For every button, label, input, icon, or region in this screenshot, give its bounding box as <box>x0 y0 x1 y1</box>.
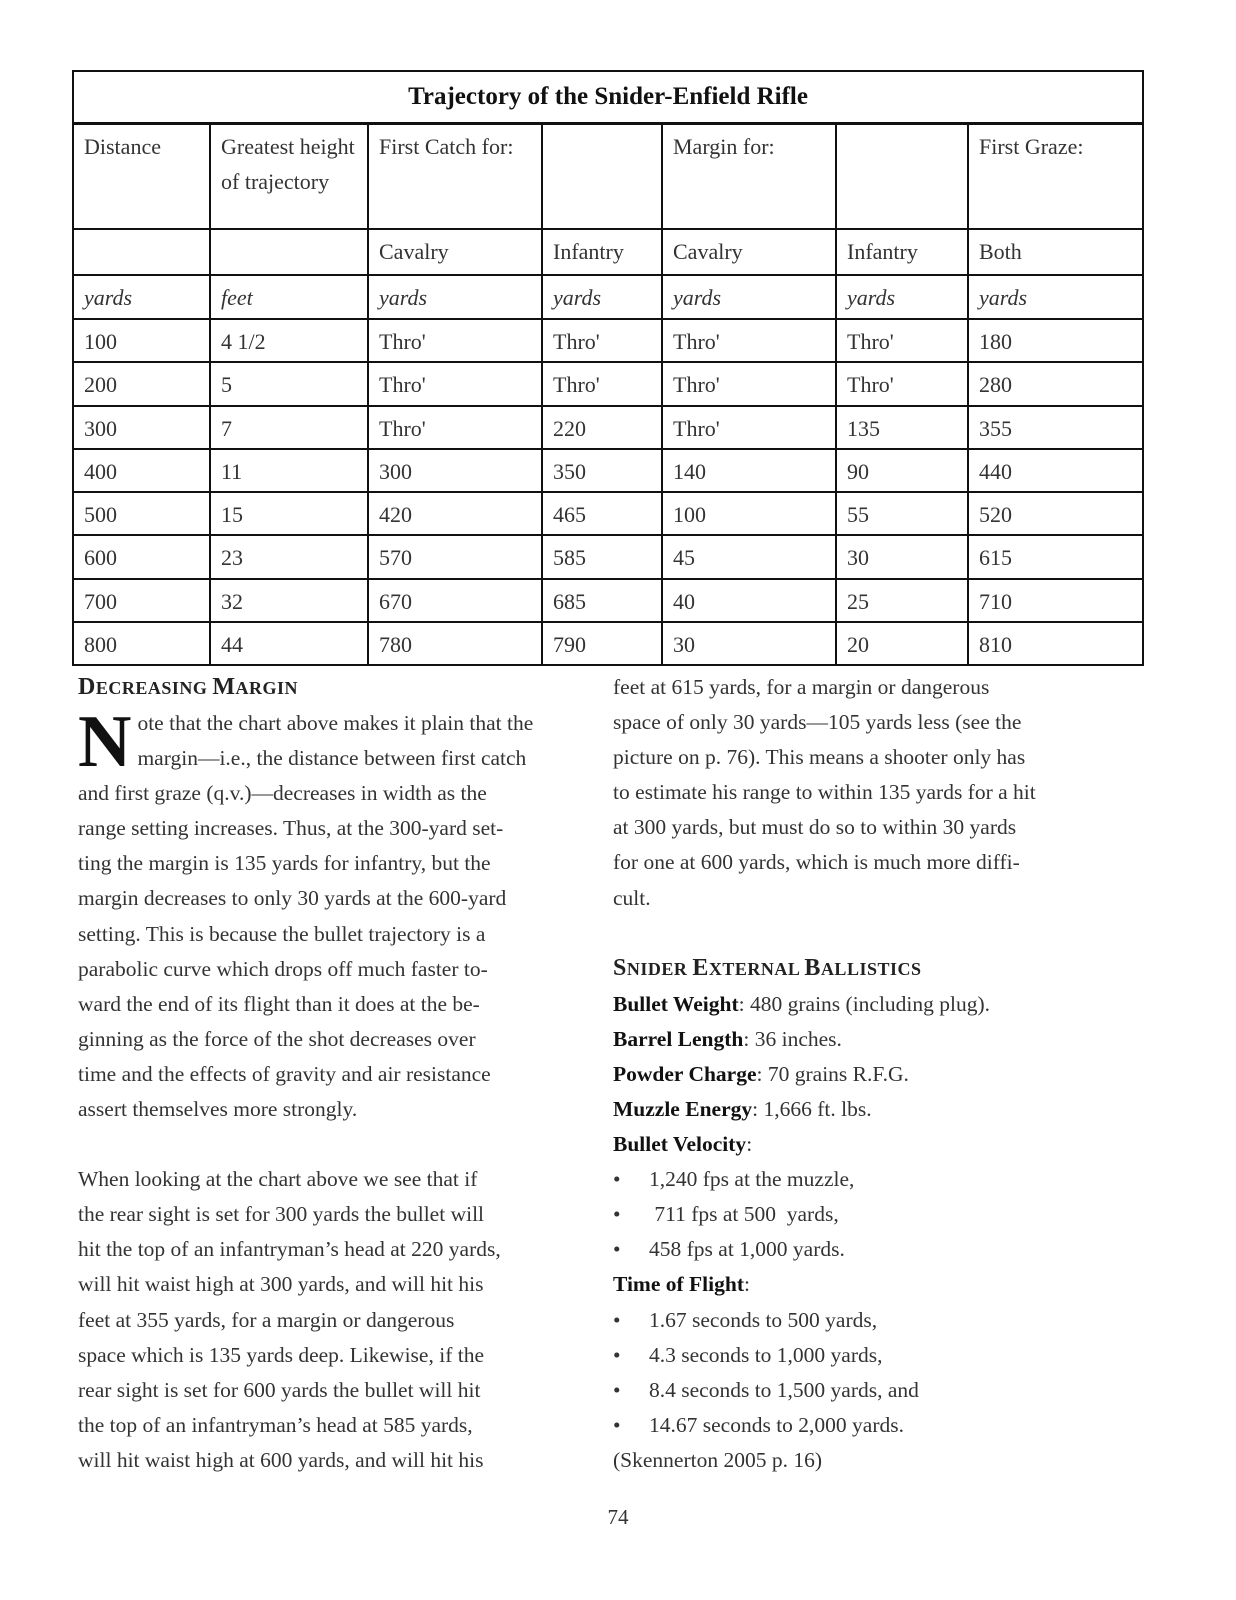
spec-label: Muzzle Energy <box>613 1096 753 1121</box>
text-line: space which is 135 yards deep. Likewise, if the <box>78 1342 484 1367</box>
paragraph-decreasing-margin <box>78 701 600 1127</box>
table-cell: 420 <box>368 492 542 535</box>
spec-line <box>613 987 1153 1022</box>
table-cell: yards <box>836 275 968 319</box>
spec-value: : 1,666 ft. lbs. <box>752 1096 872 1121</box>
table-cell: 790 <box>542 622 662 665</box>
bullet-item <box>613 1303 1153 1338</box>
section-heading-external-ballistics: SNIDER EXTERNAL BALLISTICS <box>613 954 922 981</box>
table-cell: 30 <box>836 535 968 578</box>
table-cell: 30 <box>662 622 836 665</box>
table-cell: 280 <box>968 362 1143 405</box>
table-cell: 350 <box>542 449 662 492</box>
table-cell: yards <box>73 275 210 319</box>
text-line: parabolic curve which drops off much faster to- <box>78 956 488 981</box>
spec-line <box>613 1022 1153 1057</box>
text-line: ward the end of its flight than it does at the be- <box>78 991 480 1016</box>
table-cell: Thro' <box>836 362 968 405</box>
table-cell: 780 <box>368 622 542 665</box>
table-header-row <box>73 123 1143 229</box>
page-number: 74 <box>607 1505 629 1529</box>
table-cell: 5 <box>210 362 368 405</box>
text-line: margin decreases to only 30 yards at the 600-yard <box>78 886 507 911</box>
bullet-item <box>613 1408 1153 1443</box>
velocity-heading: Bullet Velocity: <box>613 1132 753 1157</box>
bullet-icon: • <box>613 1202 621 1227</box>
table-row <box>73 319 1143 362</box>
table-cell: Both <box>968 229 1143 275</box>
table-cell: 44 <box>210 622 368 665</box>
table-cell: 100 <box>662 492 836 535</box>
bullet-item <box>613 1162 1153 1197</box>
table-cell: Thro' <box>662 406 836 449</box>
trajectory-table <box>72 70 1144 666</box>
table-cell: 355 <box>968 406 1143 449</box>
text-line: range setting increases. Thus, at the 300-yard set- <box>78 816 504 841</box>
table-cell: 570 <box>368 535 542 578</box>
text-line: and first graze (q.v.)—decreases in width as the <box>78 781 487 806</box>
table-cell: 465 <box>542 492 662 535</box>
bullet-item <box>613 1197 1153 1232</box>
table-cell: 23 <box>210 535 368 578</box>
table-cell: 11 <box>210 449 368 492</box>
bullet-text: 1,240 fps at the muzzle, <box>649 1167 855 1192</box>
table-cell: Thro' <box>542 319 662 362</box>
table-cell: Cavalry <box>368 229 542 275</box>
text-line: margin—i.e., the distance between first catch <box>137 746 527 771</box>
bullet-item <box>613 1373 1153 1408</box>
table-cell: 15 <box>210 492 368 535</box>
text-line: the top of an infantryman’s head at 585 yards, <box>78 1412 473 1437</box>
table-cell: 100 <box>73 319 210 362</box>
table-cell: 400 <box>73 449 210 492</box>
text-line: will hit waist high at 600 yards, and will hit his <box>78 1447 484 1472</box>
table-cell <box>542 123 662 229</box>
table-cell: Thro' <box>368 406 542 449</box>
text-line: assert themselves more strongly. <box>78 1097 358 1122</box>
bullet-icon: • <box>613 1412 621 1437</box>
table-cell: Thro' <box>368 362 542 405</box>
table-cell: Infantry <box>542 229 662 275</box>
table-cell: 810 <box>968 622 1143 665</box>
left-column <box>78 670 600 1478</box>
text-line: ting the margin is 135 yards for infantry, but the <box>78 851 491 876</box>
table-cell: 300 <box>368 449 542 492</box>
ballistics-specs <box>613 987 1153 1127</box>
bullet-item <box>613 1232 1153 1267</box>
bullet-icon: • <box>613 1377 621 1402</box>
bullet-text: 4.3 seconds to 1,000 yards, <box>649 1342 883 1367</box>
table-cell: 32 <box>210 579 368 622</box>
spec-value: : 36 inches. <box>743 1026 842 1051</box>
table-cell: Greatest height of trajectory <box>210 123 368 229</box>
table-cell: 585 <box>542 535 662 578</box>
table-cell: First Catch for: <box>368 123 542 229</box>
text-line: for one at 600 yards, which is much more diffi- <box>613 850 1020 875</box>
table-cell: 135 <box>836 406 968 449</box>
bullet-text: 8.4 seconds to 1,500 yards, and <box>649 1377 919 1402</box>
spec-line <box>613 1057 1153 1092</box>
table-cell: Thro' <box>662 362 836 405</box>
table-cell: Margin for: <box>662 123 836 229</box>
text-line: will hit waist high at 300 yards, and will hit his <box>78 1272 484 1297</box>
table-subheader-row <box>73 229 1143 275</box>
drop-cap: N <box>78 701 132 783</box>
table-cell: 700 <box>73 579 210 622</box>
bullet-item <box>613 1338 1153 1373</box>
bullet-text: 711 fps at 500 yards, <box>649 1202 839 1227</box>
table-cell: Infantry <box>836 229 968 275</box>
table-cell: 55 <box>836 492 968 535</box>
table-units-row <box>73 275 1143 319</box>
table-cell: Thro' <box>368 319 542 362</box>
bullet-text: 458 fps at 1,000 yards. <box>649 1237 845 1262</box>
table-cell: 25 <box>836 579 968 622</box>
flight-heading: Time of Flight: <box>613 1272 750 1297</box>
table-cell: 520 <box>968 492 1143 535</box>
text-line: ote that the chart above makes it plain that the <box>137 711 534 735</box>
text-line: the rear sight is set for 300 yards the bullet will <box>78 1202 485 1227</box>
table-cell: 800 <box>73 622 210 665</box>
table-cell: Thro' <box>542 362 662 405</box>
table-cell: feet <box>210 275 368 319</box>
text-line: picture on p. 76). This means a shooter only has <box>613 745 1026 770</box>
bullet-text: 1.67 seconds to 500 yards, <box>649 1307 878 1332</box>
bullet-icon: • <box>613 1342 621 1367</box>
text-line: When looking at the chart above we see that if <box>78 1167 478 1192</box>
table-cell <box>73 229 210 275</box>
paragraph-chart-explanation <box>78 1162 600 1478</box>
text-line: hit the top of an infantryman’s head at 220 yards, <box>78 1237 501 1262</box>
spec-label: Barrel Length <box>613 1026 744 1051</box>
bullet-icon: • <box>613 1237 621 1262</box>
table-cell: Cavalry <box>662 229 836 275</box>
table-cell: Distance <box>73 123 210 229</box>
bullet-text: 14.67 seconds to 2,000 yards. <box>649 1412 904 1437</box>
text-line: at 300 yards, but must do so to within 30 yards <box>613 815 1017 840</box>
table-cell: Thro' <box>662 319 836 362</box>
spec-label: Powder Charge <box>613 1061 757 1086</box>
table-row <box>73 579 1143 622</box>
velocity-list <box>613 1162 1153 1267</box>
text-line: rear sight is set for 600 yards the bullet will hit <box>78 1377 481 1402</box>
text-line: feet at 615 yards, for a margin or dangerous <box>613 675 990 699</box>
table-row <box>73 535 1143 578</box>
table-cell <box>836 123 968 229</box>
table-cell: 45 <box>662 535 836 578</box>
table-cell: 670 <box>368 579 542 622</box>
table-cell: 180 <box>968 319 1143 362</box>
table-cell: First Graze: <box>968 123 1143 229</box>
table-cell: yards <box>662 275 836 319</box>
table-row <box>73 406 1143 449</box>
table-cell: 90 <box>836 449 968 492</box>
table-cell: 220 <box>542 406 662 449</box>
table-cell <box>210 229 368 275</box>
spec-value: : 70 grains R.F.G. <box>756 1061 909 1086</box>
text-line: feet at 355 yards, for a margin or dangerous <box>78 1307 455 1332</box>
spec-label: Bullet Weight <box>613 991 739 1016</box>
table-cell: yards <box>368 275 542 319</box>
table-cell: 300 <box>73 406 210 449</box>
table-row <box>73 622 1143 665</box>
table-cell: 7 <box>210 406 368 449</box>
table-cell: 20 <box>836 622 968 665</box>
spec-line <box>613 1092 1153 1127</box>
table-cell: 140 <box>662 449 836 492</box>
section-heading-decreasing-margin: DECREASING MARGIN <box>78 674 299 700</box>
citation: (Skennerton 2005 p. 16) <box>613 1447 822 1472</box>
paragraph-chart-explanation-continued <box>613 670 1153 916</box>
table-cell: yards <box>968 275 1143 319</box>
table-cell: Thro' <box>836 319 968 362</box>
text-line: ginning as the force of the shot decreases over <box>78 1026 476 1051</box>
table-cell: yards <box>542 275 662 319</box>
text-line: space of only 30 yards—105 yards less (see the <box>613 710 1022 735</box>
table-cell: 4 1/2 <box>210 319 368 362</box>
text-line: cult. <box>613 885 651 910</box>
text-line: to estimate his range to within 135 yards for a hit <box>613 780 1036 805</box>
text-line: setting. This is because the bullet trajectory is a <box>78 921 486 946</box>
table-cell: 40 <box>662 579 836 622</box>
table-row <box>73 492 1143 535</box>
flight-list <box>613 1303 1153 1443</box>
table-cell: 600 <box>73 535 210 578</box>
table-title: Trajectory of the Snider-Enfield Rifle <box>73 71 1143 123</box>
table-cell: 440 <box>968 449 1143 492</box>
bullet-icon: • <box>613 1167 621 1192</box>
table-cell: 500 <box>73 492 210 535</box>
table-cell: 200 <box>73 362 210 405</box>
bullet-icon: • <box>613 1307 621 1332</box>
table-row <box>73 449 1143 492</box>
table-cell: 685 <box>542 579 662 622</box>
table-row <box>73 362 1143 405</box>
text-line: time and the effects of gravity and air resistance <box>78 1061 491 1086</box>
right-column <box>613 670 1153 1478</box>
table-cell: 710 <box>968 579 1143 622</box>
spec-value: : 480 grains (including plug). <box>738 991 991 1016</box>
table-cell: 615 <box>968 535 1143 578</box>
